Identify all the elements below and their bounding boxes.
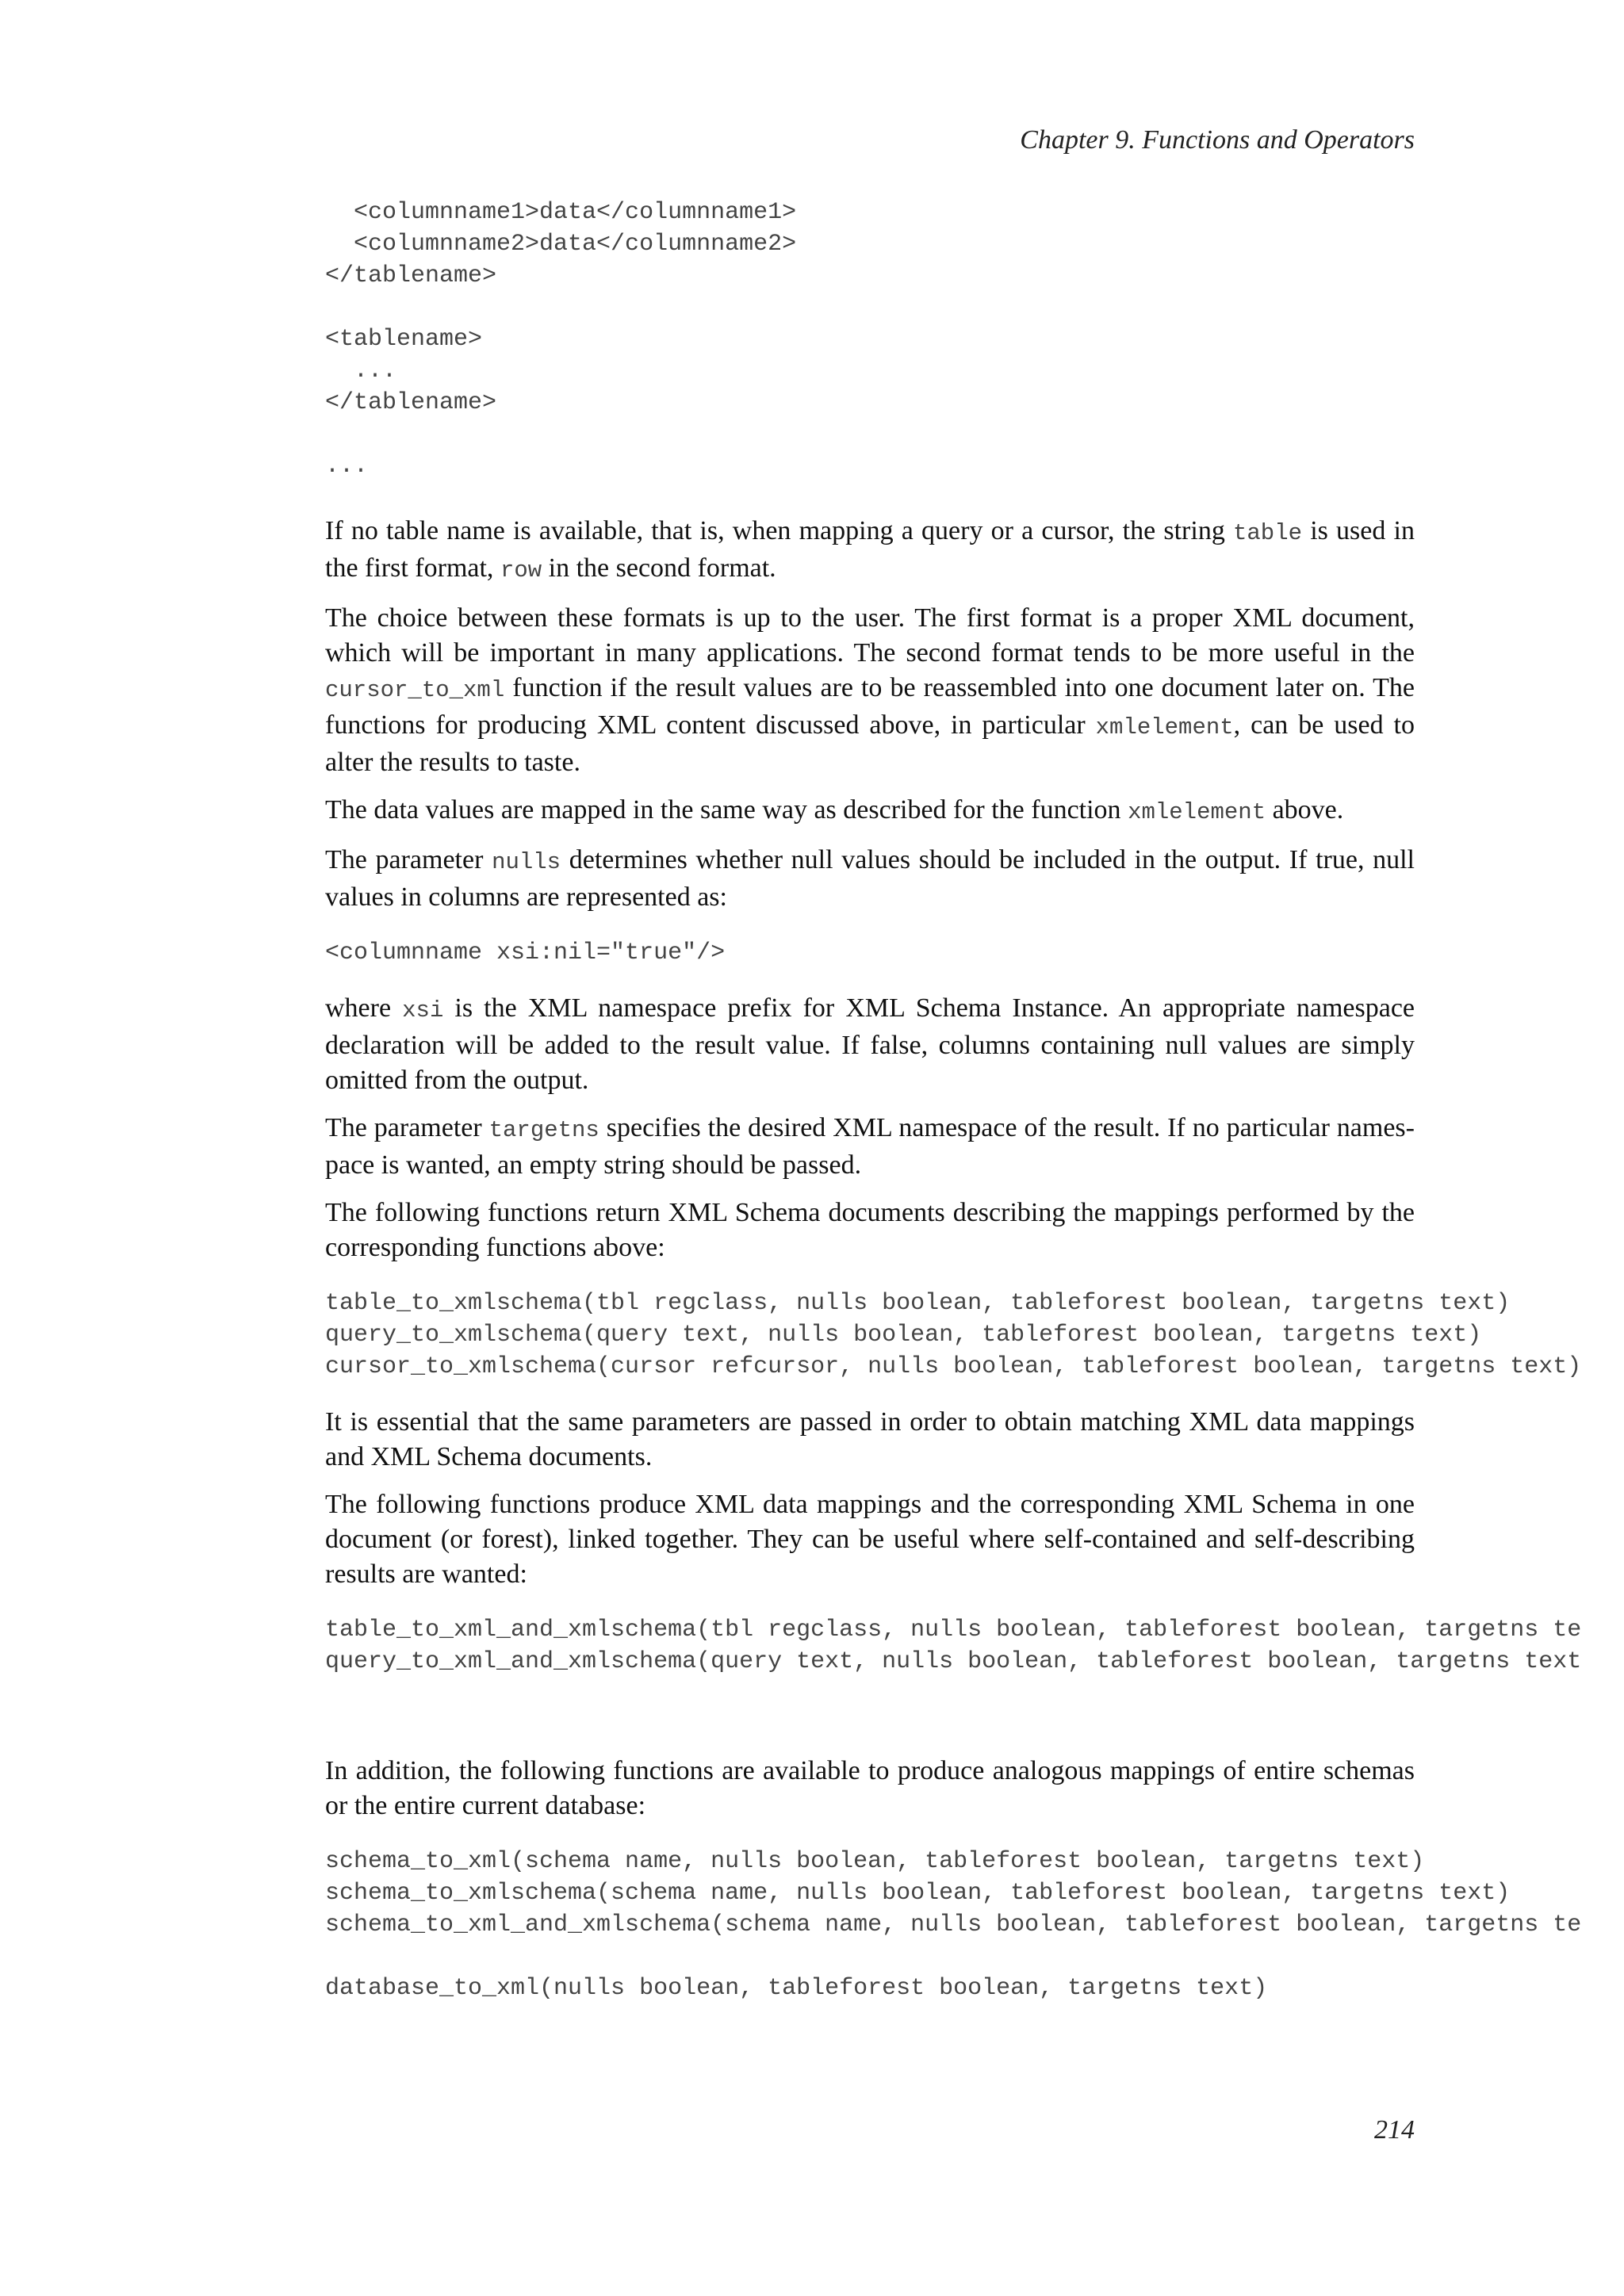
paragraph-schema-functions-intro: The following functions return XML Schema documents describing the mappings performed by the corresponding functions above: — [325, 1198, 1415, 1262]
code-block-nil-column: <columnname xsi:nil="true"/> — [325, 939, 726, 966]
inline-code-xmlelement: xmlelement — [1128, 799, 1266, 825]
page-content — [325, 197, 1582, 2004]
inline-code-xsi: xsi — [402, 997, 444, 1024]
paragraph-nulls-parameter: The parameter nulls determines whether null values should be included in the output. If true, null values in columns are represented as: — [325, 845, 1415, 912]
paragraph-combined-functions-intro: The following functions produce XML data mappings and the corresponding XML Schema in one document (or forest), linked together. They can be useful where self-contained and self-describing results are wanted: — [325, 1490, 1415, 1589]
running-header: Chapter 9. Functions and Operators — [1020, 125, 1415, 155]
inline-code-nulls: nulls — [492, 849, 561, 875]
inline-code-targetns: targetns — [488, 1117, 599, 1143]
paragraph-same-parameters: It is essential that the same parameters are passed in order to obtain matching XML data mappings and XML Schema documents. — [325, 1407, 1415, 1471]
inline-code-table: table — [1233, 520, 1303, 546]
code-block-schema-database-functions: schema_to_xml(schema name, nulls boolean, tableforest boolean, targetns text) schema_to_xmlschema(schema name, nulls boolean, tableforest boolean, targetns text) schema_to_xml_and_xmlschema(schema name, nulls boolean, tableforest boolean, targetns te database_to_xml(nulls boolean, tableforest boolean, targetns text) — [325, 1848, 1582, 2002]
paragraph-xsi-prefix: where xsi is the XML namespace prefix for XML Schema Instance. An appropriate namespace declaration will be added to the result value. If false, columns containing null values are simply omitted from the output. — [325, 993, 1415, 1095]
inline-code-xmlelement: xmlelement — [1095, 714, 1234, 740]
paragraph-no-table-name: If no table name is available, that is, when mapping a query or a cursor, the string table is used in the first format, row in the second format. — [325, 516, 1415, 584]
code-block-xml-and-xmlschema-functions: table_to_xml_and_xmlschema(tbl regclass, nulls boolean, tableforest boolean, targetns te query_to_xml_and_xmlschema(query text, nulls boolean, tableforest boolean, targetns text — [325, 1617, 1582, 1675]
paragraph-schema-database-intro: In addition, the following functions are available to produce analogous mappings of entire schemas or the entire current database: — [325, 1756, 1415, 1820]
paragraph-format-choice: The choice between these formats is up to the user. The first format is a proper XML document, which will be important in many applications. The second format tends to be more useful in the cursor_to_xml function if the result values are to be reassembled into one document later on. The functions for producing XML content discussed above, in particular xmlelement, can be used to alter the results to taste. — [325, 603, 1415, 777]
code-block-tablename-format: <columnname1>data</columnname1> <columnname2>data</columnname2> </tablename> <tablename> ... </tablename> ... — [325, 199, 797, 480]
inline-code-cursor-to-xml: cursor_to_xml — [325, 677, 505, 703]
page-number: 214 — [1374, 2115, 1415, 2145]
code-block-xmlschema-functions: table_to_xmlschema(tbl regclass, nulls boolean, tableforest boolean, targetns text) query_to_xmlschema(query text, nulls boolean, tableforest boolean, targetns text) cursor_to_xmlschema(cursor refcursor, nulls boolean, tableforest boolean, targetns text) — [325, 1290, 1582, 1380]
paragraph-targetns-parameter: The parameter targetns specifies the desired XML namespace of the result. If no particular names-pace is wanted, an empty string should be passed. — [325, 1113, 1415, 1180]
inline-code-row: row — [500, 557, 542, 584]
paragraph-data-values: The data values are mapped in the same way as described for the function xmlelement above. — [325, 795, 1344, 825]
